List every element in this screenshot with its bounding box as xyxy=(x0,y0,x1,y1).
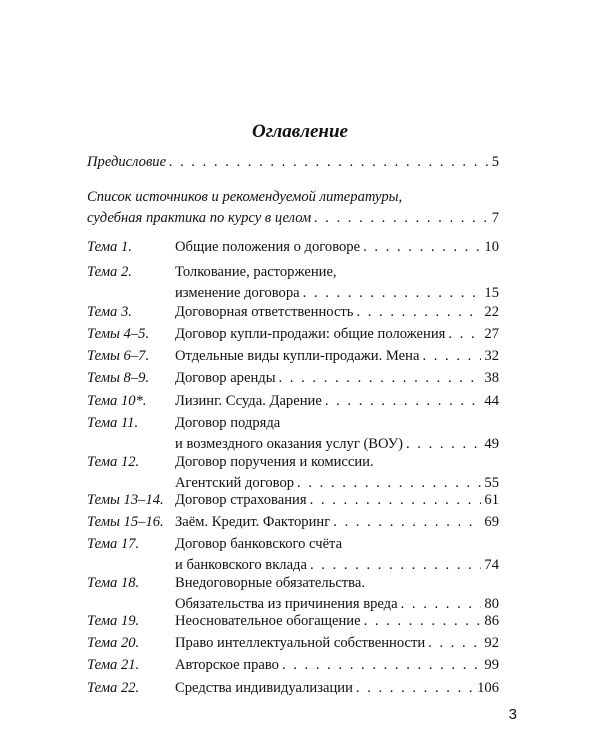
leader-dots xyxy=(363,237,481,258)
leader-dots xyxy=(448,324,481,345)
toc-entry-title xyxy=(175,573,499,615)
toc-entry-title xyxy=(175,611,499,632)
toc-topic-label: Тема 10*. xyxy=(87,393,147,409)
toc-topic-label: Тема 20. xyxy=(87,635,140,651)
toc-entry-text: Право интеллектуальной собственности xyxy=(175,635,426,651)
toc-topic-label: Тема 18. xyxy=(87,575,140,591)
toc-entry-text: и банковского вклада xyxy=(175,557,307,573)
toc-entry-text: Договорная ответственность xyxy=(175,304,354,320)
toc-entry-text: Предисловие xyxy=(87,154,167,170)
leader-dots xyxy=(282,655,481,676)
toc-topic-label: Тема 2. xyxy=(87,264,132,280)
toc-topic-label: Тема 1. xyxy=(87,239,132,255)
toc-entry-title xyxy=(175,413,499,455)
toc-entry-text: Внедоговорные обязательства. xyxy=(175,575,366,591)
toc-page-number: 106 xyxy=(477,680,499,696)
leader-dots xyxy=(356,302,481,323)
toc-page-number: 15 xyxy=(484,285,499,301)
toc-entry-text: Лизинг. Ссуда. Дарение xyxy=(175,393,322,409)
toc-page-number: 10 xyxy=(484,239,499,255)
toc-entry-text: Отдельные виды купли-продажи. Мена xyxy=(175,348,420,364)
toc-topic-label: Тема 22. xyxy=(87,680,140,696)
toc-topic-label: Тема 11. xyxy=(87,415,139,431)
toc-page-number: 74 xyxy=(484,557,499,573)
toc-entry-title xyxy=(175,490,499,511)
leader-dots xyxy=(333,512,481,533)
toc-entry-title xyxy=(175,512,499,533)
toc-entry-text: Договор поручения и комиссии. xyxy=(175,454,374,470)
toc-entry-text: Договор купли-продажи: общие положения xyxy=(175,326,446,342)
leader-dots xyxy=(314,208,488,229)
toc-entry-title xyxy=(175,534,499,576)
toc-page-number: 22 xyxy=(484,304,499,320)
toc-entry-text: Средства индивидуализации xyxy=(175,680,353,696)
toc-page-number: 61 xyxy=(484,492,499,508)
toc-topic-label: Тема 21. xyxy=(87,657,140,673)
leader-dots xyxy=(169,152,489,173)
toc-entry-title xyxy=(175,302,499,323)
toc-entry-text: и возмездного оказания услуг (ВОУ) xyxy=(175,436,403,452)
toc-page-number: 55 xyxy=(484,475,499,491)
page-number: 3 xyxy=(508,706,517,723)
toc-entry-text: Договор банковского счёта xyxy=(175,536,343,552)
toc-topic-label: Тема 3. xyxy=(87,304,132,320)
toc-entry-text: Заём. Кредит. Факторинг xyxy=(175,514,331,530)
toc-entry-title xyxy=(175,655,499,676)
toc-page-number: 7 xyxy=(491,210,499,226)
toc-entry-title xyxy=(175,678,499,699)
toc-topic-label: Темы 13–14. xyxy=(87,492,164,508)
toc-entry-text: Толкование, расторжение, xyxy=(175,264,337,280)
toc-entry-title xyxy=(87,152,499,173)
toc-page-number: 44 xyxy=(484,393,499,409)
toc-entry-text: Неосновательное обогащение xyxy=(175,613,361,629)
toc-page-number: 38 xyxy=(484,370,499,386)
toc-topic-label: Тема 17. xyxy=(87,536,140,552)
toc-topic-label: Темы 15–16. xyxy=(87,514,164,530)
toc-heading: Оглавление xyxy=(252,121,348,142)
toc-page-number: 86 xyxy=(484,613,499,629)
toc-entry-text: Список источников и рекомендуемой литературы, xyxy=(87,189,403,205)
toc-entry-title xyxy=(175,237,499,258)
toc-entry-text: изменение договора xyxy=(175,285,300,301)
toc-page-number: 69 xyxy=(484,514,499,530)
toc-entry-text: Агентский договор xyxy=(175,475,295,491)
toc-topic-label: Тема 19. xyxy=(87,613,140,629)
leader-dots xyxy=(356,678,474,699)
leader-dots xyxy=(310,490,482,511)
leader-dots xyxy=(303,283,482,304)
toc-entry-title xyxy=(175,633,499,654)
toc-page-number: 5 xyxy=(491,154,499,170)
leader-dots xyxy=(279,368,482,389)
toc-entry-text: Общие положения о договоре xyxy=(175,239,361,255)
toc-entry-title xyxy=(175,452,499,494)
toc-entry-title xyxy=(175,346,499,367)
toc-entry-text: Договор страхования xyxy=(175,492,307,508)
toc-entry-title xyxy=(175,391,499,412)
toc-entry-text: Договор подряда xyxy=(175,415,281,431)
toc-page-number: 80 xyxy=(484,596,499,612)
toc-page-number: 32 xyxy=(484,348,499,364)
leader-dots xyxy=(364,611,482,632)
leader-dots xyxy=(428,633,481,654)
toc-topic-label: Тема 12. xyxy=(87,454,140,470)
toc-topic-label: Темы 6–7. xyxy=(87,348,150,364)
toc-page-number: 99 xyxy=(484,657,499,673)
toc-entry-title xyxy=(87,187,499,229)
toc-entry-text: Договор аренды xyxy=(175,370,276,386)
toc-entry-text: Обязательства из причинения вреда xyxy=(175,596,398,612)
toc-entry-title xyxy=(175,262,499,304)
toc-page-number: 92 xyxy=(484,635,499,651)
toc-page-number: 49 xyxy=(484,436,499,452)
leader-dots xyxy=(422,346,481,367)
toc-entry-text: судебная практика по курсу в целом xyxy=(87,210,312,226)
toc-page-number: 27 xyxy=(484,326,499,342)
leader-dots xyxy=(325,391,482,412)
toc-entry-title xyxy=(175,324,499,345)
toc-topic-label: Темы 4–5. xyxy=(87,326,150,342)
toc-entry-title xyxy=(175,368,499,389)
toc-entry-text: Авторское право xyxy=(175,657,279,673)
toc-topic-label: Темы 8–9. xyxy=(87,370,150,386)
